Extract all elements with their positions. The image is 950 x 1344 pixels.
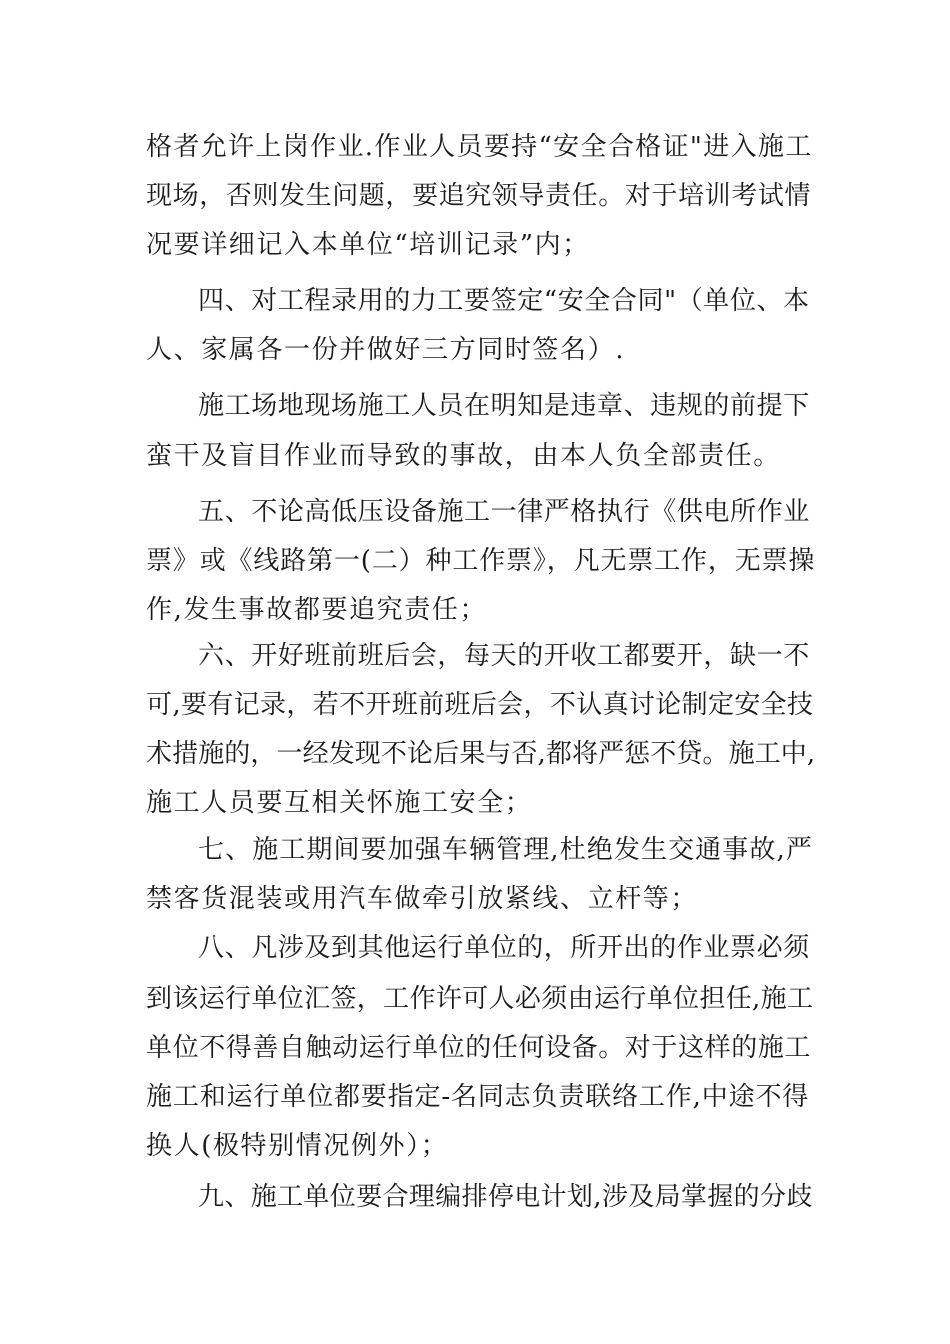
text-line: 术措施的，一经发现不论后果与否,都将严惩不贷。施工中, [146,739,816,769]
text-line: 作,发生事故都要追究责任； [146,595,488,625]
text-line: 现场，否则发生问题，要追究领导责任。对于培训考试情 [146,181,812,211]
paragraph-seven-line: 七、施工期间要加强车辆管理,杜绝发生交通事故,严 [198,835,813,865]
text-line: 到该运行单位汇签，工作许可人必须由运行单位担任,施工 [146,984,814,1014]
text-line: 可,要有记录，若不开班前班后会，不认真讨论制定安全技 [146,690,814,720]
text-line: 施工人员要互相关怀施工安全； [146,788,533,818]
text-line: 蛮干及盲目作业而导致的事故，由本人负全部责任。 [146,441,781,471]
paragraph-eight-line: 八、凡涉及到其他运行单位的，所开出的作业票必须 [198,933,810,963]
paragraph-site-line: 施工场地现场施工人员在明知是违章、违规的前提下 [198,391,810,421]
paragraph-nine-line: 九、施工单位要合理编排停电计划,涉及局掌握的分歧 [198,1182,813,1212]
text-line: 况要详细记入本单位“培训记录”内； [146,230,590,260]
text-line: 禁客货混装或用汽车做牵引放紧线、立杆等； [146,884,699,914]
paragraph-five-line: 五、不论高低压设备施工一律严格执行《供电所作业 [198,497,810,527]
paragraph-four-line: 四、对工程录用的力工要签定“安全合同"（单位、本 [198,286,810,316]
text-line: 格者允许上岗作业.作业人员要持“安全合格证"进入施工 [146,132,813,162]
text-line: 单位不得善自触动运行单位的任何设备。对于这样的施工 [146,1033,812,1063]
text-line: 施工和运行单位都要指定-名同志负责联络工作,中途不得 [146,1082,810,1112]
text-line: 人、家属各一份并做好三方同时签名）. [146,335,626,365]
paragraph-six-line: 六、开好班前班后会，每天的开收工都要开，缺一不 [198,641,810,671]
text-line: 换人(极特别情况例外）； [146,1131,449,1161]
text-line: 票》或《线路第一(二）种工作票》，凡无票工作，无票操 [146,546,816,576]
